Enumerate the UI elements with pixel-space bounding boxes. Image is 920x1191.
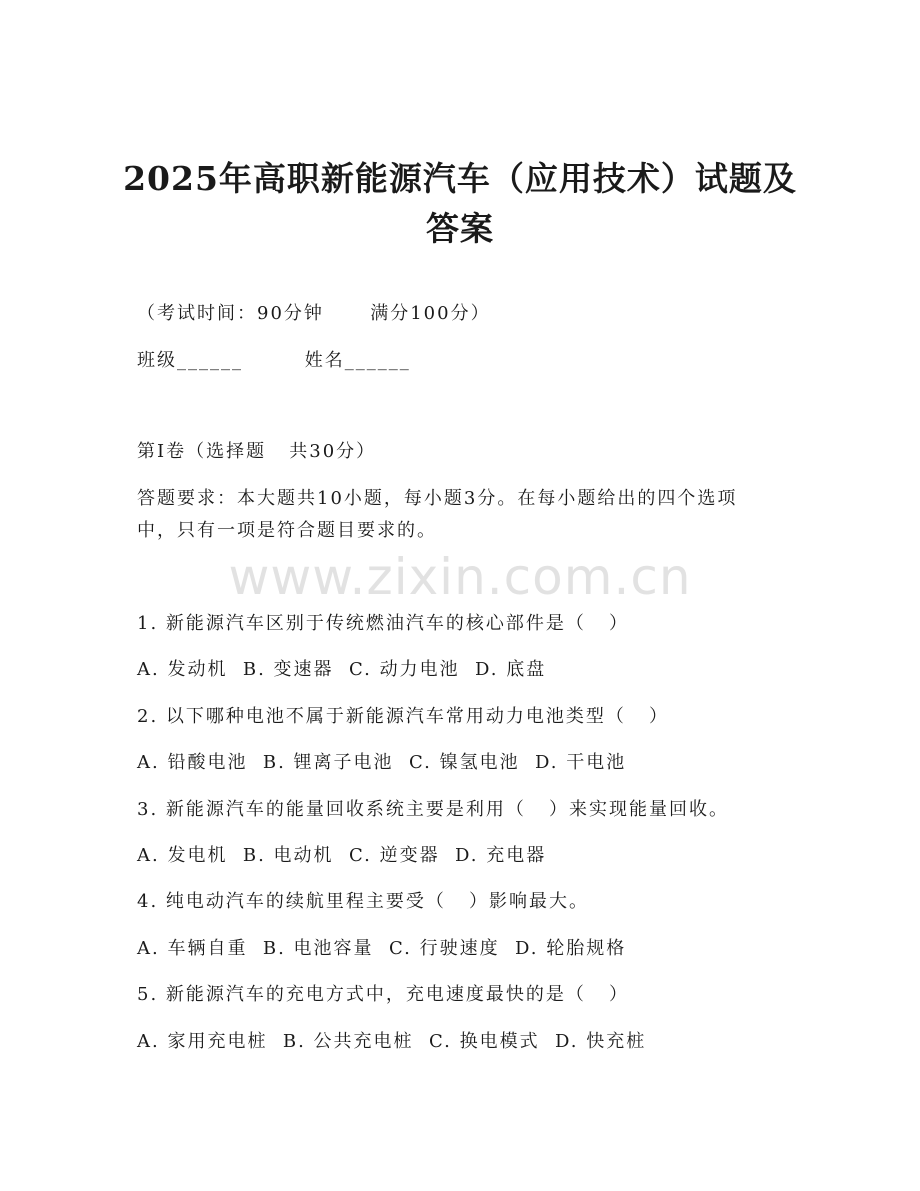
question-2-stem: 2. 以下哪种电池不属于新能源汽车常用动力电池类型（ ） [137,706,670,727]
question-4-stem: 4. 纯电动汽车的续航里程主要受（ ）影响最大。 [137,891,590,912]
exam-info: （考试时间：90分钟 满分100分） [137,303,491,324]
class-name-line: 班级______ 姓名______ [137,350,411,371]
instructions-line-2: 中，只有一项是符合题目要求的。 [137,520,437,541]
question-5-options: A. 家用充电桩 B. 公共充电桩 C. 换电模式 D. 快充桩 [137,1031,647,1052]
question-2-options: A. 铅酸电池 B. 锂离子电池 C. 镍氢电池 D. 干电池 [137,752,627,773]
question-5-stem: 5. 新能源汽车的充电方式中，充电速度最快的是（ ） [137,984,630,1005]
section-heading: 第I卷（选择题 共30分） [137,441,377,462]
question-1-stem: 1. 新能源汽车区别于传统燃油汽车的核心部件是（ ） [137,613,630,634]
document-title-line-2: 答案 [426,209,494,248]
question-4-options: A. 车辆自重 B. 电池容量 C. 行驶速度 D. 轮胎规格 [137,938,627,959]
question-1-options: A. 发动机 B. 变速器 C. 动力电池 D. 底盘 [137,659,547,680]
question-3-stem: 3. 新能源汽车的能量回收系统主要是利用（ ）来实现能量回收。 [137,799,730,820]
question-3-options: A. 发电机 B. 电动机 C. 逆变器 D. 充电器 [137,845,547,866]
document-title-line-1: 2025年高职新能源汽车（应用技术）试题及 [123,159,797,198]
watermark: www.zixin.com.cn [228,548,692,606]
instructions-line-1: 答题要求：本大题共10小题，每小题3分。在每小题给出的四个选项 [137,488,738,509]
